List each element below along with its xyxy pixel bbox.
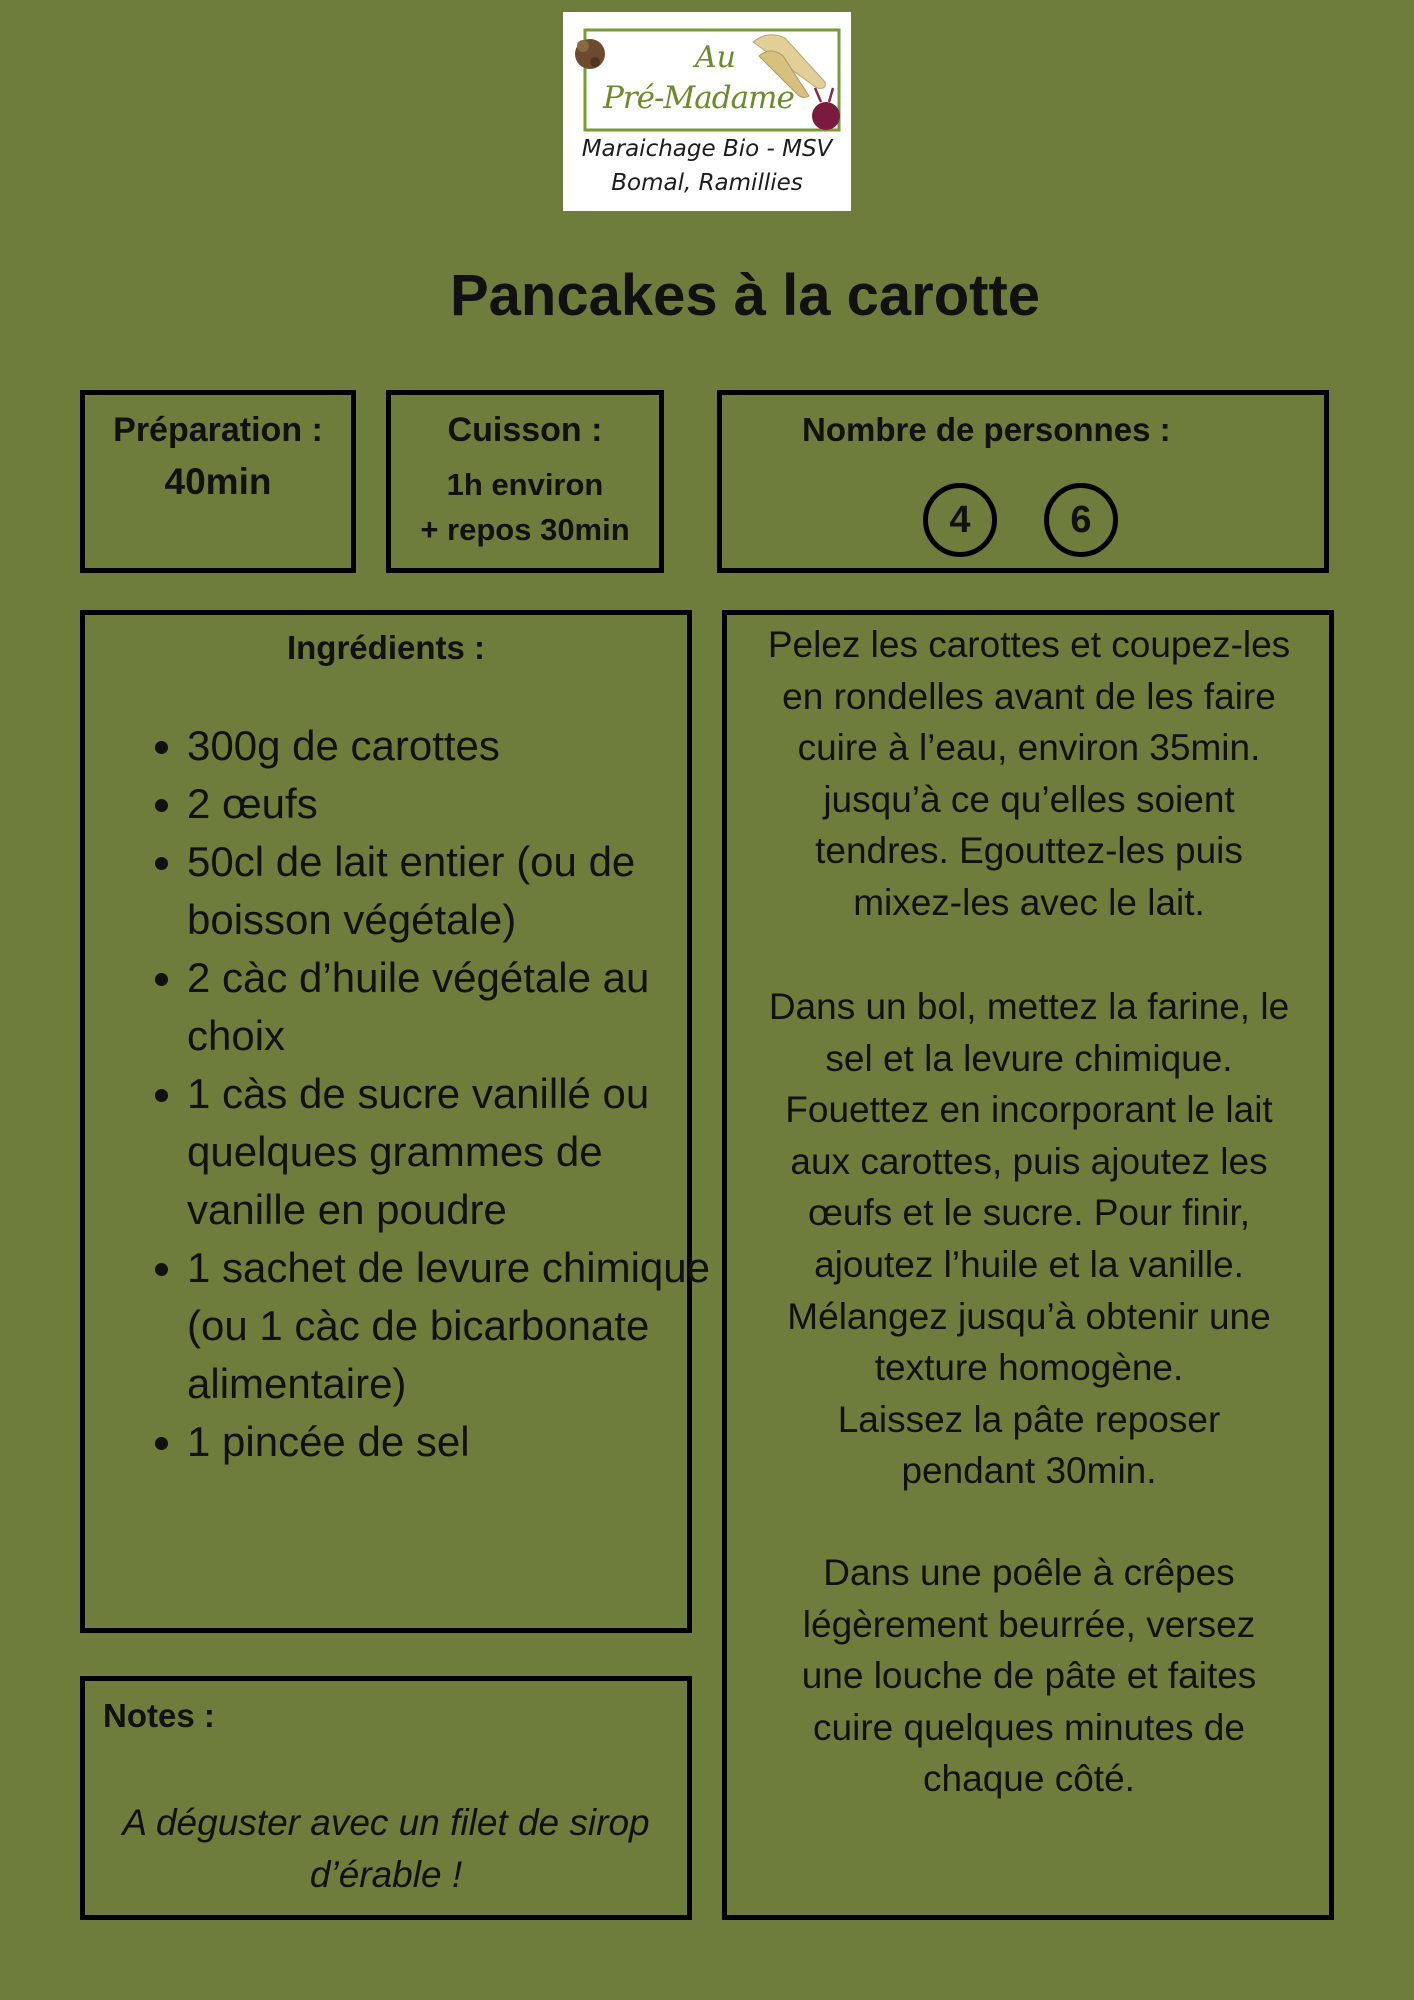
ingredient-item: • 1 sachet de levure chimique (ou 1 càc de bicarbonate alimentaire) bbox=[187, 1239, 727, 1413]
logo-subtitle-2: Bomal, Ramillies bbox=[611, 170, 803, 196]
servings-box bbox=[717, 390, 1329, 573]
ingredient-item: • 1 pincée de sel bbox=[187, 1413, 727, 1471]
ingredients-list bbox=[141, 717, 727, 1471]
ingredient-item: • 1 càs de sucre vanillé ou quelques grammes de vanille en poudre bbox=[187, 1065, 727, 1239]
ingredient-item: • 2 œufs bbox=[187, 775, 727, 833]
ingredients-box bbox=[80, 610, 710, 1633]
instructions-box bbox=[722, 610, 1334, 1920]
recipe-title: Pancakes à la carotte bbox=[449, 263, 1041, 328]
preparation-value: 40min bbox=[164, 461, 272, 502]
logo-au: Au bbox=[695, 40, 736, 75]
cuisson-time: 1h environ bbox=[446, 467, 604, 502]
cuisson-box bbox=[386, 390, 664, 573]
servings-option-4: 4 bbox=[923, 483, 997, 557]
notes-label: Notes : bbox=[103, 1697, 215, 1734]
beetroot-icon bbox=[812, 88, 840, 130]
ingredient-item: • 300g de carottes bbox=[187, 717, 727, 775]
servings-label: Nombre de personnes : bbox=[802, 411, 1171, 448]
ingredient-item: • 2 càc d’huile végétale au choix bbox=[187, 949, 727, 1065]
servings-option-6: 6 bbox=[1044, 483, 1118, 557]
notes-text: A déguster avec un filet de sirop d’érable ! bbox=[122, 1802, 650, 1895]
cuisson-rest: + repos 30min bbox=[420, 512, 630, 547]
celeriac-icon bbox=[575, 39, 605, 69]
logo-name: Pré-Madame bbox=[603, 80, 794, 116]
instruction-step-1: Pelez les carottes et coupez-les en rondelles avant de les faire cuire à l’eau, environ 35min. jusqu’à ce qu’elles soient tendres. Egouttez-les puis mixez-les avec le lait. bbox=[767, 624, 1291, 923]
instruction-step-2: Dans un bol, mettez la farine, le sel et la levure chimique. Fouettez en incorporant le lait aux carottes, puis ajoutez les œufs et le sucre. Pour finir, ajoutez l’huile et la vanille. Mélangez jusqu’à obtenir une texture homogène. Laissez la pâte reposer pendant 30min. bbox=[768, 986, 1290, 1492]
preparation-label: Préparation : bbox=[113, 411, 323, 449]
preparation-box bbox=[80, 390, 356, 573]
ingredients-label: Ingrédients : bbox=[286, 629, 486, 666]
notes-box bbox=[80, 1676, 692, 1920]
cuisson-label: Cuisson : bbox=[447, 411, 603, 449]
instruction-step-3: Dans une poêle à crêpes légèrement beurrée, versez une louche de pâte et faites cuire quelques minutes de chaque côté. bbox=[801, 1552, 1257, 1800]
farm-logo bbox=[563, 12, 851, 211]
ingredient-item: • 50cl de lait entier (ou de boisson végétale) bbox=[187, 833, 727, 949]
logo-subtitle-1: Maraichage Bio - MSV bbox=[581, 136, 833, 162]
